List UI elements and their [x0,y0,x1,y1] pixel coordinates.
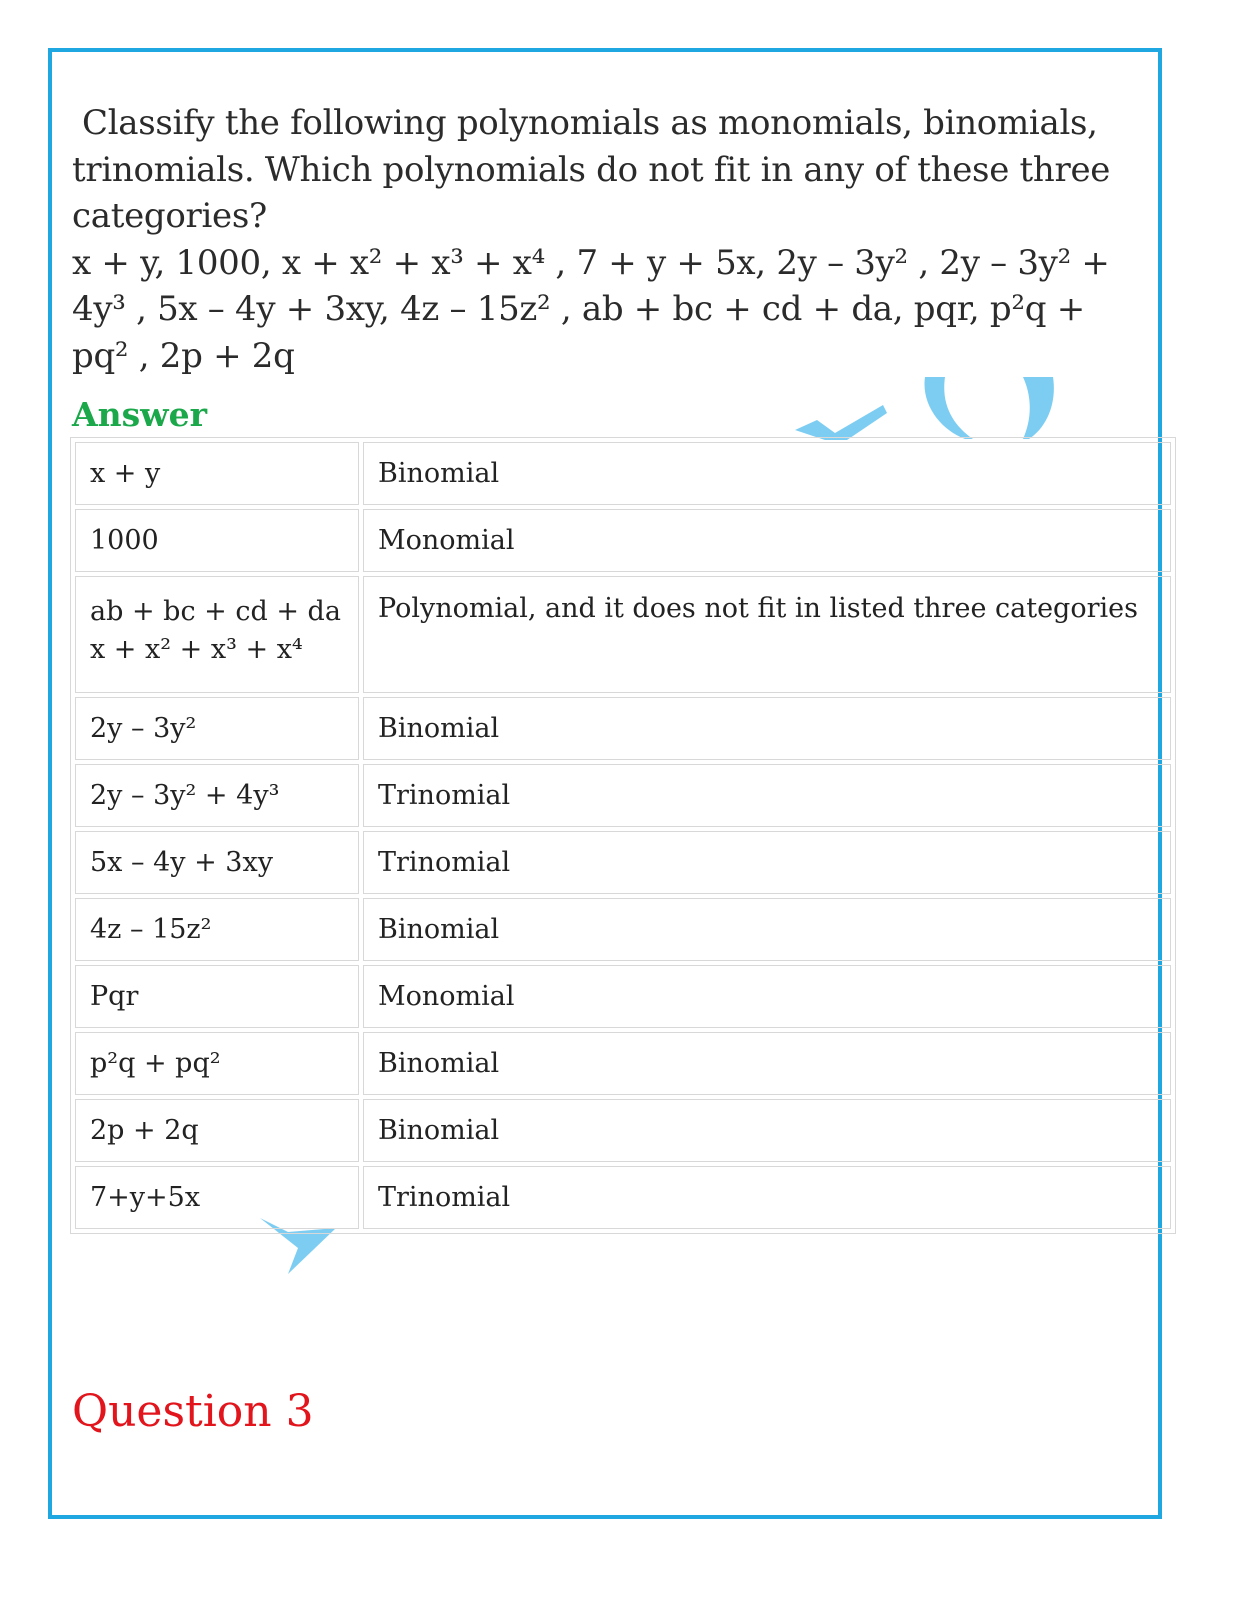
expression-text: Pqr [90,980,139,1012]
classification-cell: Binomial [363,1032,1171,1095]
expression-text: 4z – 15z² [90,913,212,945]
expression-cell [75,764,359,827]
question-expressions: x + y, 1000, x + x² + x³ + x⁴ , 7 + y + 5x, 2y – 3y² , 2y – 3y² + 4y³ , 5x – 4y + 3xy, 4z – 15z² , ab + bc + cd + da, pqr, p²q + pq² , 2p + 2q [72,242,1110,376]
table-row [75,965,1171,1028]
table-row [75,1032,1171,1095]
expression-cell [75,1166,359,1229]
classification-cell: Binomial [363,697,1171,760]
next-question-heading: Question 3 [72,1386,314,1437]
expression-text: 2y – 3y² + 4y³ [90,779,280,811]
expression-cell [75,1032,359,1095]
expression-text: 2p + 2q [90,1114,199,1146]
classification-cell: Trinomial [363,1166,1171,1229]
expression-text: x + x² + x³ + x⁴ [90,634,303,665]
table-row [75,576,1171,693]
classification-cell: Trinomial [363,764,1171,827]
expression-text: 1000 [90,524,159,556]
watermark-top [795,375,1065,440]
expression-text: 7+y+5x [90,1181,201,1213]
expression-cell [75,576,359,693]
expression-cell [75,831,359,894]
expression-cell [75,965,359,1028]
table-row [75,509,1171,572]
expression-cell [75,442,359,505]
table-row [75,442,1171,505]
table-row [75,1166,1171,1229]
expression-cell [75,1099,359,1162]
expression-text: 2y – 3y² [90,712,197,744]
classification-cell: Trinomial [363,831,1171,894]
table-row [75,697,1171,760]
expression-text: 5x – 4y + 3xy [90,846,273,878]
expression-cell [75,697,359,760]
answer-heading: Answer [72,395,207,434]
classification-cell: Binomial [363,442,1171,505]
table-row [75,898,1171,961]
table-row [75,831,1171,894]
classification-cell: Binomial [363,1099,1171,1162]
expression-text: x + y [90,457,161,489]
table-row [75,1099,1171,1162]
question-block [72,100,1132,379]
classification-cell: Polynomial, and it does not fit in listed three categories [363,576,1171,693]
question-text: Classify the following polynomials as monomials, binomials, trinomials. Which polynomials do not fit in any of these three categories? [72,103,1111,236]
expression-text: ab + bc + cd + da [90,596,341,627]
expression-text: p²q + pq² [90,1047,221,1079]
classification-cell: Binomial [363,898,1171,961]
expression-cell [75,898,359,961]
expression-cell [75,509,359,572]
classification-cell: Monomial [363,965,1171,1028]
answer-table [70,437,1176,1234]
table-row [75,764,1171,827]
classification-cell: Monomial [363,509,1171,572]
